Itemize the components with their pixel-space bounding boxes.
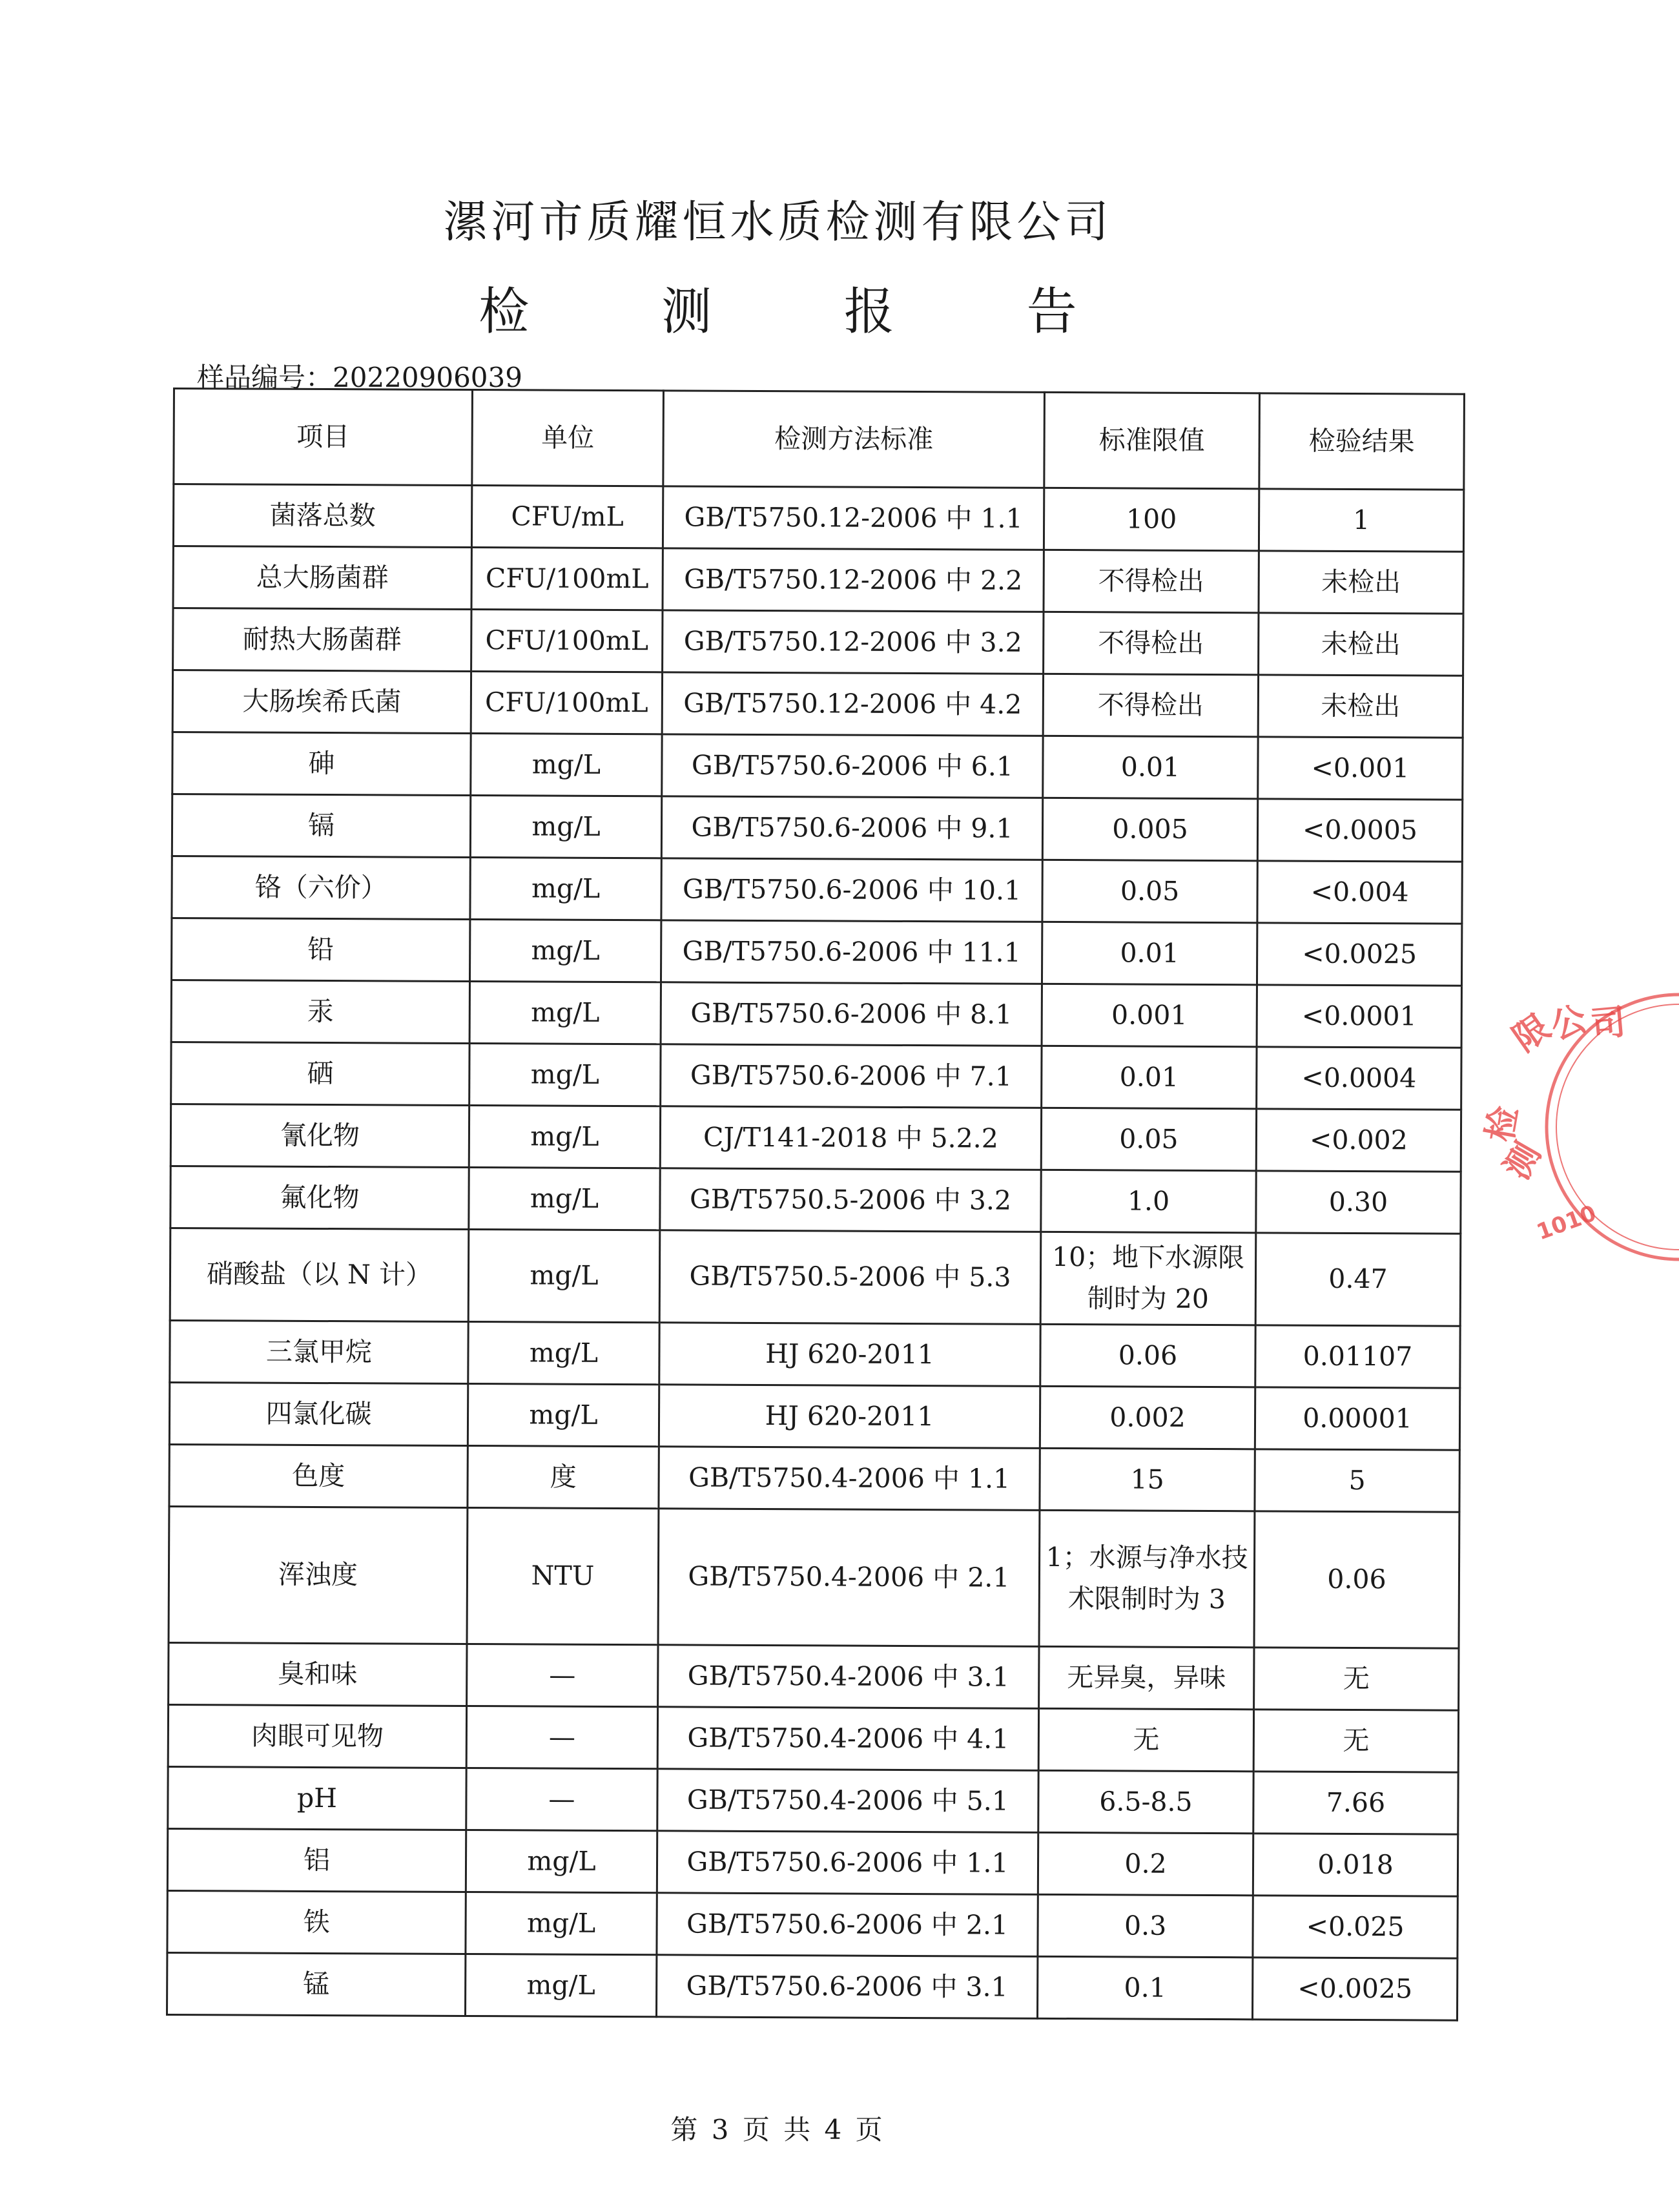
cell-method: GB/T5750.4-2006 中 5.1 <box>657 1769 1038 1833</box>
cell-method: GB/T5750.4-2006 中 2.1 <box>658 1509 1040 1647</box>
cell-unit: mg/L <box>469 982 661 1044</box>
cell-result: 0.01107 <box>1255 1325 1460 1388</box>
cell-result: 0.06 <box>1254 1511 1459 1648</box>
cell-unit: mg/L <box>469 1168 660 1230</box>
cell-result: <0.0025 <box>1257 923 1461 986</box>
cell-result: 未检出 <box>1259 613 1463 676</box>
cell-unit: — <box>467 1644 658 1707</box>
cell-unit: mg/L <box>468 1230 660 1323</box>
cell-result: 0.018 <box>1253 1834 1458 1896</box>
cell-unit: — <box>466 1706 657 1769</box>
table-row <box>172 856 1462 924</box>
cell-item: 铬（六价） <box>172 856 470 919</box>
table-row <box>172 794 1462 862</box>
cell-item: 大肠埃希氏菌 <box>172 670 471 734</box>
cell-unit: mg/L <box>469 1044 661 1106</box>
cell-limit: 0.002 <box>1040 1386 1255 1449</box>
svg-text:公: 公 <box>1545 997 1592 1048</box>
cell-limit: 0.005 <box>1042 798 1257 860</box>
cell-unit: mg/L <box>466 1954 657 2016</box>
table-row <box>172 732 1463 800</box>
header-result: 检验结果 <box>1259 393 1465 490</box>
cell-item: 铅 <box>171 918 469 981</box>
cell-method: GB/T5750.12-2006 中 1.1 <box>663 486 1044 550</box>
svg-text:司: 司 <box>1589 1001 1627 1045</box>
cell-limit: 1；水源与净水技术限制时为 3 <box>1039 1510 1255 1647</box>
company-seal-stamp <box>1479 982 1679 1272</box>
cell-unit: CFU/100mL <box>471 610 663 672</box>
cell-result: <0.004 <box>1257 861 1462 924</box>
cell-limit: 0.06 <box>1040 1324 1255 1387</box>
cell-limit: 10；地下水源限制时为 20 <box>1040 1232 1256 1325</box>
cell-item: 镉 <box>172 794 470 858</box>
cell-result: 无 <box>1254 1648 1459 1710</box>
table-row <box>173 546 1463 614</box>
cell-result: <0.001 <box>1258 737 1463 800</box>
table-row <box>170 1104 1461 1172</box>
cell-unit: CFU/mL <box>471 486 663 548</box>
cell-unit: mg/L <box>469 920 661 982</box>
cell-item: 硒 <box>171 1042 469 1105</box>
cell-item: 铝 <box>167 1828 466 1892</box>
table-row <box>167 1952 1458 2020</box>
cell-result: 未检出 <box>1258 675 1463 738</box>
cell-method: GB/T5750.4-2006 中 1.1 <box>659 1447 1040 1511</box>
table-row <box>171 1042 1461 1110</box>
sample-number-value: 20220906039 <box>333 362 522 393</box>
cell-result: 未检出 <box>1259 551 1463 614</box>
cell-limit: 15 <box>1040 1448 1255 1511</box>
cell-method: GB/T5750.12-2006 中 3.2 <box>663 610 1044 674</box>
cell-item: 总大肠菌群 <box>173 546 471 610</box>
cell-result: <0.025 <box>1253 1896 1458 1958</box>
cell-method: HJ 620-2011 <box>659 1323 1040 1387</box>
header-item: 项目 <box>174 389 473 486</box>
cell-method: GB/T5750.6-2006 中 10.1 <box>661 858 1042 922</box>
cell-method: GB/T5750.12-2006 中 4.2 <box>662 672 1043 736</box>
cell-result: <0.002 <box>1256 1109 1461 1172</box>
cell-result: <0.0025 <box>1252 1958 1457 2020</box>
company-name: 漯河市质耀恒水质检测有限公司 <box>443 197 1113 248</box>
cell-unit: 度 <box>468 1446 659 1509</box>
cell-item: 色度 <box>169 1444 468 1507</box>
cell-unit: — <box>466 1768 657 1831</box>
table-row <box>169 1642 1459 1710</box>
svg-text:测: 测 <box>1496 1135 1549 1186</box>
cell-limit: 无异臭，异味 <box>1039 1646 1254 1709</box>
cell-limit: 不得检出 <box>1043 674 1258 736</box>
results-table <box>166 388 1465 2021</box>
cell-item: 锰 <box>167 1952 466 2016</box>
table-row <box>169 1382 1459 1450</box>
table-row <box>168 1766 1458 1834</box>
cell-method: GB/T5750.5-2006 中 3.2 <box>660 1168 1041 1232</box>
cell-method: GB/T5750.12-2006 中 2.2 <box>663 548 1044 612</box>
cell-limit: 100 <box>1044 488 1259 550</box>
cell-unit: NTU <box>467 1508 659 1645</box>
cell-unit: mg/L <box>470 858 661 920</box>
cell-limit: 不得检出 <box>1044 550 1259 612</box>
table-row <box>167 1828 1458 1896</box>
cell-method: GB/T5750.6-2006 中 8.1 <box>661 982 1042 1046</box>
svg-text:限: 限 <box>1505 1006 1558 1060</box>
header-unit: 单位 <box>472 390 664 486</box>
table-row <box>172 670 1463 738</box>
cell-unit: mg/L <box>466 1830 657 1893</box>
cell-item: 菌落总数 <box>173 484 471 548</box>
cell-limit: 6.5-8.5 <box>1038 1770 1253 1833</box>
table-row <box>173 608 1463 676</box>
table-row <box>171 918 1461 986</box>
cell-limit: 0.001 <box>1042 984 1257 1046</box>
cell-limit: 0.01 <box>1042 922 1257 984</box>
sample-number-label: 样品编号： <box>197 362 333 393</box>
cell-limit: 0.01 <box>1042 1046 1257 1108</box>
cell-unit: mg/L <box>468 1322 659 1385</box>
table-row <box>167 1890 1458 1958</box>
cell-unit: mg/L <box>471 734 662 796</box>
report-title: 检 测 报 告 <box>479 283 1135 341</box>
page-footer: 第 3 页 共 4 页 <box>670 2114 885 2145</box>
cell-item: 四氯化碳 <box>169 1382 468 1445</box>
cell-limit: 0.3 <box>1038 1894 1253 1957</box>
table-row <box>169 1506 1459 1648</box>
cell-unit: CFU/100mL <box>471 548 663 610</box>
cell-result: <0.0001 <box>1257 985 1461 1048</box>
cell-unit: mg/L <box>470 796 661 858</box>
cell-method: GB/T5750.6-2006 中 3.1 <box>656 1955 1037 2019</box>
cell-limit: 0.01 <box>1043 736 1258 798</box>
svg-text:检: 检 <box>1479 1103 1526 1145</box>
cell-unit: mg/L <box>466 1892 657 1955</box>
cell-method: GB/T5750.5-2006 中 5.3 <box>659 1230 1041 1325</box>
table-row <box>173 484 1463 552</box>
cell-item: 硝酸盐（以 N 计） <box>170 1228 469 1321</box>
cell-limit: 0.05 <box>1042 860 1257 922</box>
table-header-row <box>174 389 1465 490</box>
cell-result: <0.0004 <box>1257 1047 1461 1110</box>
svg-text:1010: 1010 <box>1533 1200 1600 1246</box>
cell-limit: 1.0 <box>1041 1170 1256 1232</box>
cell-item: 耐热大肠菌群 <box>173 608 471 672</box>
cell-item: 肉眼可见物 <box>168 1704 466 1768</box>
cell-item: 氰化物 <box>170 1104 469 1167</box>
cell-method: HJ 620-2011 <box>659 1385 1040 1449</box>
cell-limit: 0.2 <box>1038 1832 1253 1895</box>
table-row <box>170 1166 1461 1234</box>
table-row <box>170 1320 1460 1388</box>
cell-result: 0.00001 <box>1255 1387 1459 1450</box>
cell-item: 氟化物 <box>170 1166 469 1229</box>
cell-result: 7.66 <box>1253 1772 1458 1834</box>
cell-limit: 0.05 <box>1041 1108 1256 1170</box>
cell-result: 5 <box>1255 1449 1459 1512</box>
cell-result: 0.47 <box>1255 1233 1461 1326</box>
cell-item: pH <box>168 1766 466 1830</box>
cell-unit: CFU/100mL <box>471 672 662 734</box>
table-row <box>169 1444 1459 1512</box>
cell-item: 浑浊度 <box>169 1506 468 1644</box>
table-row <box>171 980 1461 1048</box>
header-limit: 标准限值 <box>1044 392 1260 488</box>
cell-item: 铁 <box>167 1890 466 1954</box>
cell-result: 1 <box>1259 489 1463 552</box>
header-method: 检测方法标准 <box>663 391 1045 488</box>
cell-method: CJ/T141-2018 中 5.2.2 <box>660 1106 1041 1170</box>
cell-method: GB/T5750.6-2006 中 11.1 <box>661 920 1042 984</box>
cell-item: 汞 <box>171 980 469 1043</box>
cell-limit: 不得检出 <box>1044 612 1259 674</box>
cell-result: 无 <box>1253 1710 1458 1772</box>
cell-limit: 0.1 <box>1037 1956 1252 2019</box>
table-row <box>170 1228 1461 1326</box>
cell-method: GB/T5750.6-2006 中 9.1 <box>661 796 1042 860</box>
cell-result: 0.30 <box>1256 1171 1461 1234</box>
cell-method: GB/T5750.6-2006 中 6.1 <box>662 734 1043 798</box>
cell-item: 三氯甲烷 <box>170 1320 468 1383</box>
cell-item: 砷 <box>172 732 471 796</box>
cell-method: GB/T5750.4-2006 中 4.1 <box>657 1707 1038 1771</box>
cell-unit: mg/L <box>469 1106 660 1168</box>
table-row <box>168 1704 1458 1772</box>
cell-method: GB/T5750.6-2006 中 7.1 <box>661 1044 1042 1108</box>
cell-item: 臭和味 <box>169 1642 467 1706</box>
cell-limit: 无 <box>1038 1708 1253 1771</box>
cell-method: GB/T5750.6-2006 中 1.1 <box>657 1831 1038 1895</box>
cell-unit: mg/L <box>468 1384 659 1447</box>
cell-method: GB/T5750.6-2006 中 2.1 <box>657 1893 1038 1957</box>
cell-method: GB/T5750.4-2006 中 3.1 <box>658 1645 1039 1709</box>
cell-result: <0.0005 <box>1257 799 1462 862</box>
